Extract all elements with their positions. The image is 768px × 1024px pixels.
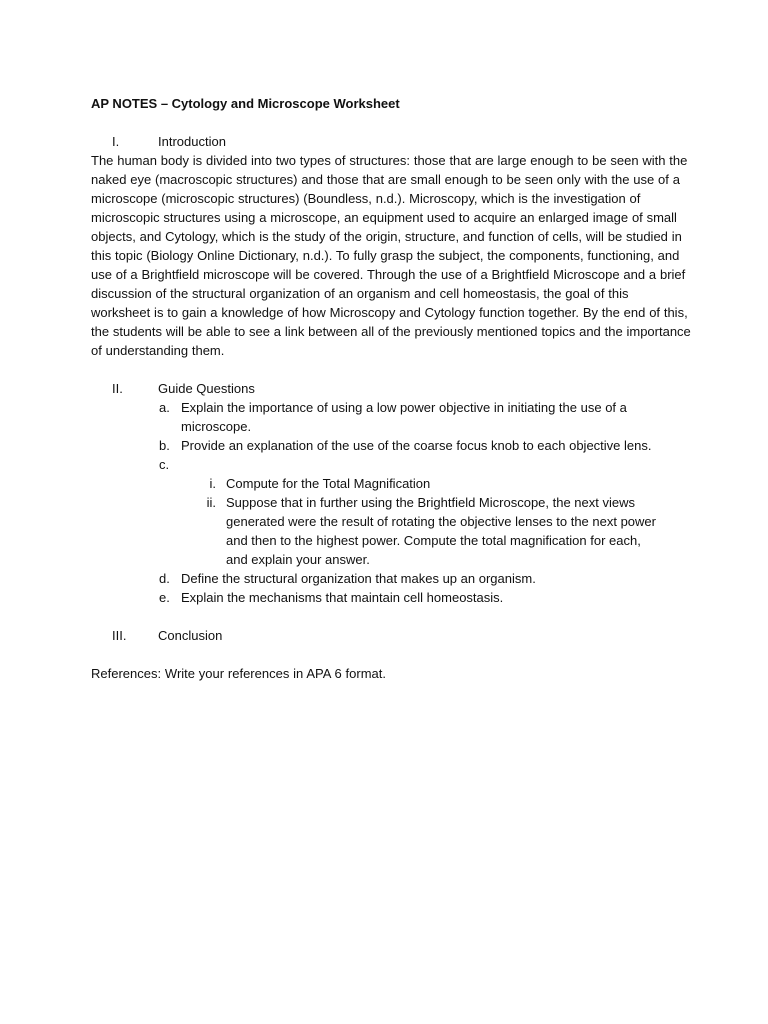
list-item	[91, 455, 691, 474]
list-item-text: Define the structural organization that makes up an organism.	[181, 571, 536, 586]
list-item	[91, 588, 691, 607]
section-label: Introduction	[158, 134, 226, 149]
list-marker: e.	[159, 590, 170, 605]
sub-list-marker-text: i.	[209, 476, 216, 491]
list-marker: d.	[159, 571, 170, 586]
list-marker	[191, 493, 226, 569]
section-number: II.	[112, 381, 123, 396]
list-marker: b.	[159, 438, 170, 453]
list-item-text: Suppose that in further using the Brightfield Microscope, the next views generated were the result of rotating the objective lenses to the next power and then to the highest power. Compute the total magnification for each, and explain your answer.	[226, 495, 656, 567]
section-number: I.	[112, 134, 120, 149]
sub-list-marker-text: ii.	[206, 495, 216, 510]
section-conclusion-heading	[91, 626, 691, 645]
section-label: Guide Questions	[158, 381, 255, 396]
spacer	[91, 360, 691, 379]
spacer	[91, 113, 691, 132]
guide-questions-list	[91, 398, 691, 607]
spacer	[91, 607, 691, 626]
sub-list-item	[91, 493, 691, 569]
list-item-text: Provide an explanation of the use of the coarse focus knob to each objective lens.	[181, 438, 652, 453]
list-item	[91, 569, 691, 588]
document-title: AP NOTES – Cytology and Microscope Worksheet	[91, 96, 400, 111]
list-item	[91, 398, 691, 436]
list-item-text: Explain the mechanisms that maintain cell homeostasis.	[181, 590, 504, 605]
section-introduction-heading	[91, 132, 691, 151]
list-marker: a.	[159, 400, 170, 415]
list-item	[91, 436, 691, 455]
list-item-text: Explain the importance of using a low power objective in initiating the use of a microscope.	[181, 400, 627, 434]
list-item-text: Compute for the Total Magnification	[226, 476, 431, 491]
introduction-paragraph: The human body is divided into two types of structures: those that are large enough to be seen with the naked eye (macroscopic structures) and those that are small enough to be seen only with the use of a microscope (microscopic structures) (Boundless, n.d.). Microscopy, which is the investigation of microscopic structures using a microscope, an equipment used to acquire an enlarged image of small objects, and Cytology, which is the study of the origin, structure, and function of cells, will be studied in this topic (Biology Online Dictionary, n.d.). To fully grasp the subject, the components, functioning, and use of a Brightfield microscope will be covered. Through the use of a Brightfield Microscope and a brief discussion of the structural organization of an organism and cell homeostasis, the goal of this worksheet is to gain a knowledge of how Microscopy and Cytology function together. By the end of this, the students will be able to see a link between all of the previously mentioned topics and the importance of understanding them.	[91, 153, 691, 358]
list-marker	[191, 474, 226, 493]
document-content	[91, 94, 691, 683]
list-item-text	[181, 455, 671, 474]
section-number: III.	[112, 628, 127, 643]
list-marker: c.	[159, 457, 170, 472]
references-line: References: Write your references in APA 6 format.	[91, 666, 386, 681]
spacer	[91, 645, 691, 664]
section-label: Conclusion	[158, 628, 223, 643]
sub-list-item	[91, 474, 691, 493]
section-guide-questions-heading	[91, 379, 691, 398]
